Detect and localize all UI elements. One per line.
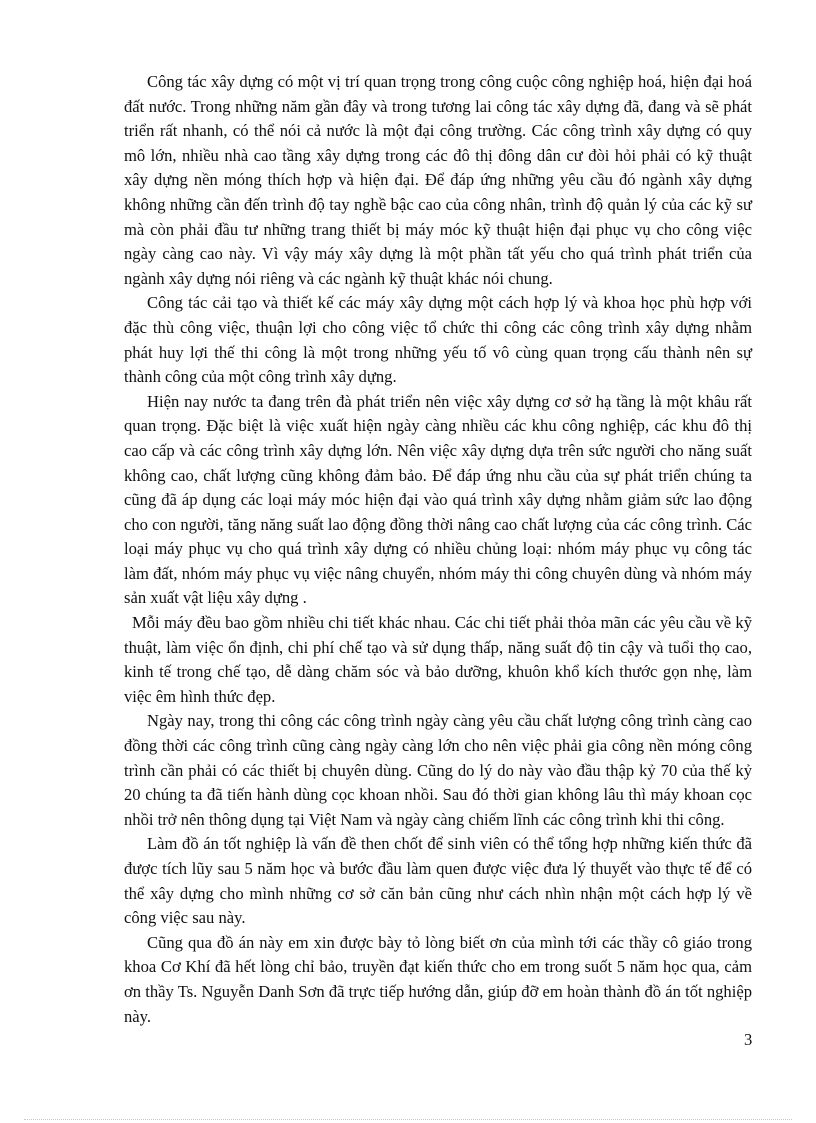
paragraph-machine-parts: Mỗi máy đều bao gồm nhiều chi tiết khác nhau. Các chi tiết phải thỏa mãn các yêu cầu về kỹ thuật, làm việc ổn định, chi phí chế tạo và sử dụng thấp, năng suất độ tin cậy và tuổi thọ cao, kinh tế trong chế tạo, dễ dàng chăm sóc và bảo dưỡng, khuôn khổ kích thước gọn nhẹ, làm việc êm hình thức đẹp.: [124, 613, 752, 706]
page-bottom-divider: [24, 1119, 792, 1120]
page-number: 3: [744, 1030, 753, 1049]
paragraph-acknowledgement: Cũng qua đồ án này em xin được bày tỏ lòng biết ơn của mình tới các thầy cô giáo trong khoa Cơ Khí đã hết lòng chỉ bảo, truyền đạt kiến thức cho em trong suốt 5 năm học qua, cảm ơn thầy Ts. Nguyễn Danh Sơn đã trực tiếp hướng dẫn, giúp đỡ em hoàn thành đồ án tốt nghiệp này.: [124, 932, 752, 1026]
paragraph-infrastructure: Hiện nay nước ta đang trên đà phát triển nên việc xây dựng cơ sở hạ tầng là một khâu rất quan trọng. Đặc biệt là việc xuất hiện ngày càng nhiều các khu công nghiệp, các khu đô thị cao cấp và các công trình xây dựng lớn. Nên việc xây dựng dựa trên sức người cho năng suất không cao, chất lượng cũng không đảm bảo. Để đáp ứng nhu cầu của sự phát triển chúng ta cũng đã áp dụng các loại máy móc hiện đại vào quá trình xây dựng nhằm giảm sức lao động cho con người, tăng năng suất lao động đồng thời nâng cao chất lượng của các công trình. Các loại máy phục vụ cho quá trình xây dựng có nhiều chủng loại: nhóm máy phục vụ công tác làm đất, nhóm máy phục vụ việc nâng chuyển, nhóm máy thi công chuyên dùng và nhóm máy sản xuất vật liệu xây dựng .: [124, 391, 752, 608]
body-text: [124, 70, 752, 1029]
paragraph-thesis: Làm đồ án tốt nghiệp là vấn đề then chốt để sinh viên có thể tổng hợp những kiến thức đã được tích lũy sau 5 năm học và bước đầu làm quen được việc đưa lý thuyết vào thực tế để có thể xây dựng cho mình những cơ sở căn bản cũng như cách nhìn nhận một cách hợp lý về công việc sau này.: [124, 834, 752, 928]
paragraph-bored-piles: Ngày nay, trong thi công các công trình ngày càng yêu cầu chất lượng công trình càng cao đồng thời các công trình cũng càng ngày càng lớn cho nên việc phải gia công nền móng công trình cần phải có các thiết bị chuyên dùng. Cũng do lý do này vào đầu thập kỷ 70 của thế kỷ 20 chúng ta đã tiến hành dùng cọc khoan nhồi. Sau đó thời gian không lâu thì máy khoan cọc nhồi trở nên thông dụng tại Việt Nam và ngày càng chiếm lĩnh các công trình khi thi công.: [124, 711, 752, 829]
paragraph-intro: Công tác xây dựng có một vị trí quan trọng trong công cuộc công nghiệp hoá, hiện đại hoá đất nước. Trong những năm gần đây và trong tương lai công tác xây dựng đã, đang và sẽ phát triển rất nhanh, có thể nói cả nước là một đại công trường. Các công trình xây dựng có quy mô lớn, nhiều nhà cao tầng xây dựng trong các đô thị đông dân cư đòi hỏi phải có kỹ thuật xây dựng nền móng thích hợp và hiện đại. Để đáp ứng những yêu cầu đó ngành xây dựng không những cần đến trình độ tay nghề bậc cao của công nhân, trình độ quản lý của các kỹ sư mà còn phải đầu tư những trang thiết bị máy móc kỹ thuật hiện đại phục vụ cho công việc ngày càng cao này. Vì vậy máy xây dựng là một phần tất yếu cho quá trình phát triển của ngành xây dựng nói riêng và các ngành kỹ thuật khác nói chung.: [124, 72, 752, 288]
paragraph-design: Công tác cải tạo và thiết kế các máy xây dựng một cách hợp lý và khoa học phù hợp với đặc thù công việc, thuận lợi cho công việc tổ chức thi công các công trình xây dựng nhằm phát huy lợi thế thi công là một trong những yếu tố vô cùng quan trọng cấu thành nên sự thành công của một công trình xây dựng.: [124, 293, 752, 387]
